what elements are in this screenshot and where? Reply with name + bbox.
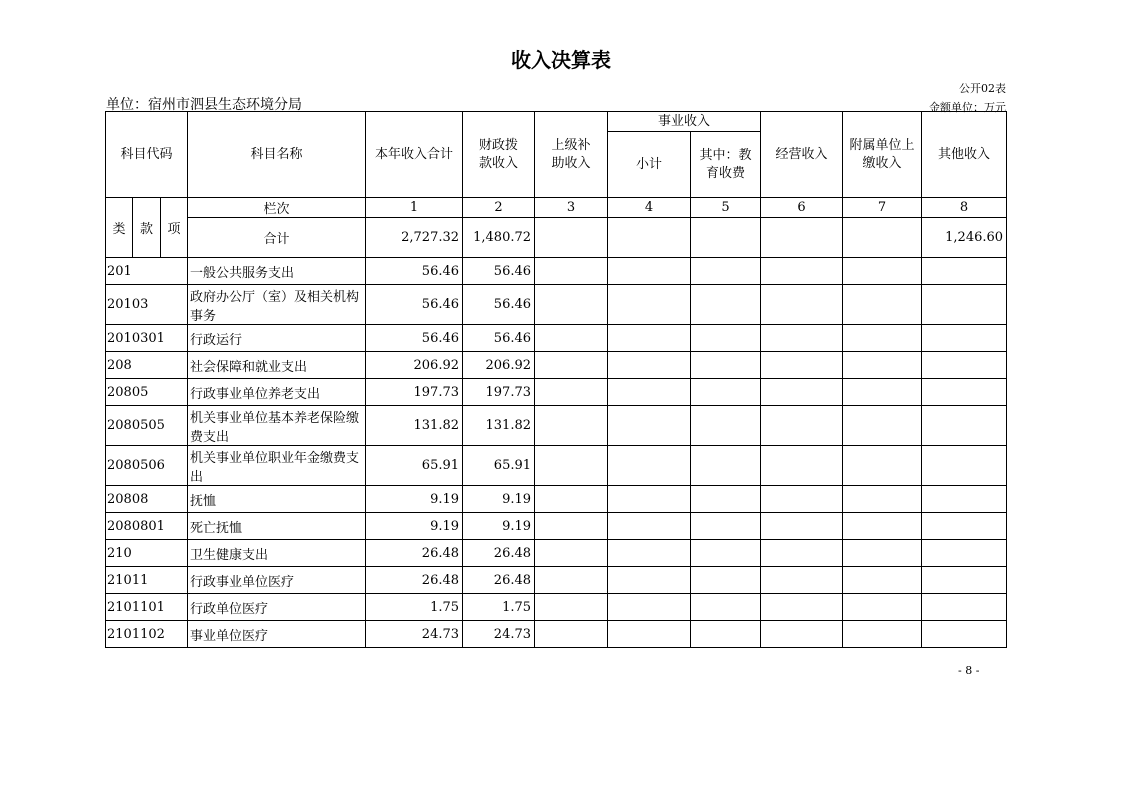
row-empty-cell: [691, 594, 761, 621]
row-empty-cell: [691, 621, 761, 648]
row-total: 206.92: [366, 352, 463, 379]
row-empty-cell: [535, 352, 608, 379]
row-name: 行政运行: [188, 325, 366, 352]
row-total: 9.19: [366, 513, 463, 540]
row-code: 21011: [106, 567, 188, 594]
row-empty-cell: [843, 352, 922, 379]
header-education: [691, 132, 761, 198]
row-code: 2080506: [106, 446, 188, 486]
row-total: 24.73: [366, 621, 463, 648]
row-name: 抚恤: [188, 486, 366, 513]
header-other: 其他收入: [922, 112, 1007, 198]
row-empty-cell: [922, 540, 1007, 567]
row-empty-cell: [608, 446, 691, 486]
amount-unit: 金额单位：万元: [929, 101, 1006, 114]
row-empty-cell: [608, 352, 691, 379]
row-name: 卫生健康支出: [188, 540, 366, 567]
row-empty-cell: [761, 406, 843, 446]
row-empty-cell: [761, 352, 843, 379]
row-empty-cell: [691, 285, 761, 325]
row-name: 社会保障和就业支出: [188, 352, 366, 379]
row-code: 20103: [106, 285, 188, 325]
table-row: [106, 594, 1007, 621]
header-operating: 经营收入: [761, 112, 843, 198]
row-empty-cell: [843, 258, 922, 285]
total-row-fiscal: 1,480.72: [463, 218, 535, 258]
header-kuan: 款: [133, 198, 161, 258]
row-name: 机关事业单位基本养老保险缴费支出: [188, 406, 366, 446]
row-empty-cell: [922, 513, 1007, 540]
row-name: 事业单位医疗: [188, 621, 366, 648]
row-total: 1.75: [366, 594, 463, 621]
row-name: 行政事业单位医疗: [188, 567, 366, 594]
row-total: 56.46: [366, 285, 463, 325]
header-code: 科目代码: [106, 112, 188, 198]
row-empty-cell: [691, 486, 761, 513]
row-total: 56.46: [366, 258, 463, 285]
row-empty-cell: [691, 540, 761, 567]
row-code: 2101101: [106, 594, 188, 621]
row-fiscal: 1.75: [463, 594, 535, 621]
row-fiscal: 65.91: [463, 446, 535, 486]
row-empty-cell: [922, 379, 1007, 406]
total-row-label: 合计: [188, 218, 366, 258]
table-row: [106, 325, 1007, 352]
row-empty-cell: [843, 325, 922, 352]
row-empty-cell: [761, 513, 843, 540]
row-empty-cell: [922, 352, 1007, 379]
header-affiliated: [843, 112, 922, 198]
col-number: 4: [608, 198, 691, 218]
row-empty-cell: [608, 567, 691, 594]
row-empty-cell: [922, 486, 1007, 513]
header-name: 科目名称: [188, 112, 366, 198]
row-empty-cell: [761, 594, 843, 621]
row-empty-cell: [843, 285, 922, 325]
row-empty-cell: [608, 540, 691, 567]
row-empty-cell: [843, 446, 922, 486]
row-empty-cell: [922, 406, 1007, 446]
row-name: 行政事业单位养老支出: [188, 379, 366, 406]
row-fiscal: 26.48: [463, 567, 535, 594]
reporting-unit: 单位：宿州市泗县生态环境分局: [106, 97, 302, 113]
table-row: [106, 379, 1007, 406]
row-empty-cell: [691, 352, 761, 379]
row-empty-cell: [922, 567, 1007, 594]
row-empty-cell: [535, 446, 608, 486]
row-empty-cell: [608, 486, 691, 513]
row-empty-cell: [922, 621, 1007, 648]
table-row: [106, 486, 1007, 513]
row-total: 65.91: [366, 446, 463, 486]
row-name: 机关事业单位职业年金缴费支出: [188, 446, 366, 486]
row-empty-cell: [535, 379, 608, 406]
row-empty-cell: [535, 406, 608, 446]
row-fiscal: 24.73: [463, 621, 535, 648]
row-empty-cell: [843, 621, 922, 648]
row-empty-cell: [535, 513, 608, 540]
row-total: 131.82: [366, 406, 463, 446]
header-lanci: 栏次: [188, 198, 366, 218]
row-fiscal: 56.46: [463, 325, 535, 352]
row-total: 56.46: [366, 325, 463, 352]
row-empty-cell: [691, 325, 761, 352]
row-empty-cell: [608, 379, 691, 406]
row-fiscal: 56.46: [463, 258, 535, 285]
header-fiscal-text: 财政拨款收入: [479, 137, 519, 171]
table-row: [106, 540, 1007, 567]
total-row-other: 1,246.60: [922, 218, 1007, 258]
row-empty-cell: [922, 258, 1007, 285]
row-empty-cell: [761, 285, 843, 325]
row-empty-cell: [608, 406, 691, 446]
row-empty-cell: [535, 540, 608, 567]
row-empty-cell: [922, 594, 1007, 621]
row-empty-cell: [535, 594, 608, 621]
row-empty-cell: [608, 285, 691, 325]
row-empty-cell: [761, 258, 843, 285]
table-row: [106, 352, 1007, 379]
row-code: 208: [106, 352, 188, 379]
col-number: 8: [922, 198, 1007, 218]
row-code: 210: [106, 540, 188, 567]
row-code: 2101102: [106, 621, 188, 648]
row-empty-cell: [691, 258, 761, 285]
row-empty-cell: [761, 446, 843, 486]
header-superior: [535, 112, 608, 198]
row-empty-cell: [608, 621, 691, 648]
row-empty-cell: [843, 594, 922, 621]
row-empty-cell: [843, 567, 922, 594]
row-code: 20808: [106, 486, 188, 513]
income-table: [105, 111, 1007, 648]
row-empty-cell: [843, 486, 922, 513]
row-empty-cell: [922, 285, 1007, 325]
col-number: 7: [843, 198, 922, 218]
page-number: - 8 -: [958, 664, 980, 677]
row-name: 行政单位医疗: [188, 594, 366, 621]
row-empty-cell: [761, 325, 843, 352]
col-number: 5: [691, 198, 761, 218]
row-empty-cell: [535, 621, 608, 648]
row-fiscal: 56.46: [463, 285, 535, 325]
row-code: 2010301: [106, 325, 188, 352]
row-empty-cell: [535, 325, 608, 352]
row-fiscal: 26.48: [463, 540, 535, 567]
col-number: 3: [535, 198, 608, 218]
row-fiscal: 9.19: [463, 513, 535, 540]
row-empty-cell: [608, 325, 691, 352]
table-row: [106, 621, 1007, 648]
row-code: 2080801: [106, 513, 188, 540]
row-empty-cell: [761, 621, 843, 648]
row-empty-cell: [843, 513, 922, 540]
row-empty-cell: [535, 486, 608, 513]
row-empty-cell: [691, 567, 761, 594]
row-name: 死亡抚恤: [188, 513, 366, 540]
row-empty-cell: [922, 446, 1007, 486]
total-row-total: 2,727.32: [366, 218, 463, 258]
row-empty-cell: [922, 325, 1007, 352]
row-code: 201: [106, 258, 188, 285]
row-name: 一般公共服务支出: [188, 258, 366, 285]
header-total: 本年收入合计: [366, 112, 463, 198]
row-empty-cell: [761, 540, 843, 567]
row-empty-cell: [608, 258, 691, 285]
row-fiscal: 9.19: [463, 486, 535, 513]
row-empty-cell: [843, 540, 922, 567]
table-row: [106, 513, 1007, 540]
row-empty-cell: [761, 567, 843, 594]
row-name: 政府办公厅（室）及相关机构事务: [188, 285, 366, 325]
row-empty-cell: [535, 258, 608, 285]
table-row: [106, 285, 1007, 325]
row-fiscal: 206.92: [463, 352, 535, 379]
row-total: 26.48: [366, 567, 463, 594]
header-business: 事业收入: [608, 112, 761, 132]
row-code: 20805: [106, 379, 188, 406]
row-total: 26.48: [366, 540, 463, 567]
col-number: 2: [463, 198, 535, 218]
row-fiscal: 131.82: [463, 406, 535, 446]
row-total: 9.19: [366, 486, 463, 513]
header-education-text: 其中：教育收费: [699, 147, 752, 181]
row-fiscal: 197.73: [463, 379, 535, 406]
row-empty-cell: [691, 446, 761, 486]
row-empty-cell: [691, 513, 761, 540]
row-empty-cell: [761, 379, 843, 406]
row-empty-cell: [535, 285, 608, 325]
col-number: 1: [366, 198, 463, 218]
header-lei: 类: [106, 198, 133, 258]
header-xiang: 项: [161, 198, 188, 258]
table-row: [106, 446, 1007, 486]
table-row: [106, 258, 1007, 285]
col-number: 6: [761, 198, 843, 218]
header-fiscal: [463, 112, 535, 198]
form-number: 公开02表: [959, 82, 1006, 95]
row-empty-cell: [843, 406, 922, 446]
row-empty-cell: [691, 379, 761, 406]
row-empty-cell: [608, 594, 691, 621]
row-total: 197.73: [366, 379, 463, 406]
table-row: [106, 567, 1007, 594]
header-subtotal: 小计: [608, 132, 691, 198]
row-empty-cell: [535, 567, 608, 594]
header-superior-text: 上级补助收入: [551, 137, 591, 171]
page-title: 收入决算表: [511, 48, 611, 72]
row-empty-cell: [761, 486, 843, 513]
header-affiliated-text: 附属单位上缴收入: [849, 137, 915, 171]
row-empty-cell: [608, 513, 691, 540]
table-row: [106, 406, 1007, 446]
row-empty-cell: [691, 406, 761, 446]
row-code: 2080505: [106, 406, 188, 446]
row-empty-cell: [843, 379, 922, 406]
